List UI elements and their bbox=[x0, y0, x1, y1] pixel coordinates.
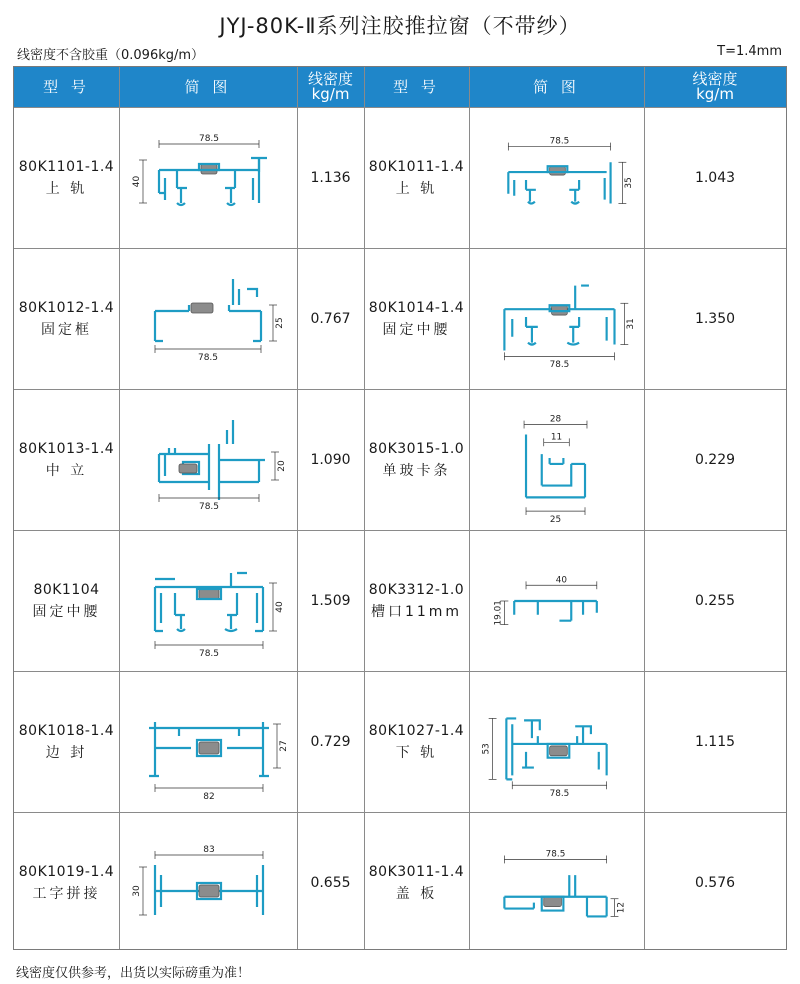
right-model-cell bbox=[364, 107, 469, 248]
model-name: 中 立 bbox=[45, 462, 88, 479]
profile-diagram bbox=[119, 813, 297, 953]
dimension-label: 40 bbox=[132, 175, 142, 187]
profile-outline bbox=[526, 179, 536, 203]
dimension-label: 78.5 bbox=[198, 133, 220, 144]
density-note: 线密度不含胶重（0.096kg/m） bbox=[17, 48, 205, 63]
profile-diagram bbox=[469, 108, 644, 248]
dimension-label: 53 bbox=[481, 742, 492, 754]
model-code: 80K1012-1.4 bbox=[18, 299, 115, 316]
model-code: 80K1019-1.4 bbox=[18, 863, 115, 880]
dimension-label: 78.5 bbox=[198, 501, 220, 512]
header-model-right: 型 号 bbox=[364, 67, 469, 107]
model-name: 固定中腰 bbox=[32, 603, 101, 620]
dimension-label: 27 bbox=[279, 739, 289, 752]
right-density-cell: 0.229 bbox=[694, 451, 736, 468]
profile-outline bbox=[575, 285, 589, 309]
model-code: 80K1101-1.4 bbox=[18, 158, 115, 175]
model-name: 槽口11mm bbox=[370, 603, 463, 620]
header-density-unit: kg/m bbox=[696, 85, 734, 103]
left-model-cell bbox=[14, 812, 119, 953]
profile-diagram bbox=[469, 531, 644, 671]
model-name: 边 封 bbox=[45, 744, 88, 761]
dimension-label: 12 bbox=[616, 901, 627, 913]
header-density-label: 线密度 bbox=[692, 70, 738, 88]
profile-diagram bbox=[119, 531, 297, 671]
dimension-label: 78.5 bbox=[549, 359, 570, 370]
model-code: 80K1018-1.4 bbox=[18, 722, 115, 739]
profile-outline bbox=[175, 593, 185, 631]
profile-outline bbox=[526, 431, 585, 497]
header-density-label: 线密度 bbox=[307, 70, 353, 88]
right-diagram-cell bbox=[469, 812, 644, 953]
dimension-label: 40 bbox=[275, 600, 285, 613]
header-diagram-left: 简 图 bbox=[119, 67, 297, 107]
profile-diagram bbox=[119, 108, 297, 248]
model-code: 80K3011-1.4 bbox=[368, 863, 465, 880]
glue-strip bbox=[199, 589, 219, 599]
model-name: 工字拼接 bbox=[32, 885, 101, 902]
glue-strip bbox=[199, 742, 219, 754]
profile-outline bbox=[514, 601, 597, 621]
profile-diagram bbox=[119, 390, 297, 530]
right-diagram-cell bbox=[469, 248, 644, 389]
right-diagram-cell bbox=[469, 389, 644, 530]
header-diagram-right: 简 图 bbox=[469, 67, 644, 107]
dimension-label: 78.5 bbox=[197, 352, 219, 363]
glue-strip bbox=[550, 745, 568, 755]
profile-diagram bbox=[119, 672, 297, 812]
right-model-cell bbox=[364, 389, 469, 530]
profile-outline bbox=[526, 317, 538, 345]
profile-outline bbox=[239, 289, 257, 305]
right-diagram-cell bbox=[469, 530, 644, 671]
dimension-label: 78.5 bbox=[549, 788, 570, 799]
model-code: 80K3312-1.0 bbox=[368, 581, 465, 598]
left-diagram-cell bbox=[119, 248, 297, 389]
right-model-cell bbox=[364, 671, 469, 812]
left-model-cell bbox=[14, 671, 119, 812]
left-diagram-cell bbox=[119, 812, 297, 953]
left-density-cell: 1.136 bbox=[310, 169, 351, 186]
model-code: 80K1027-1.4 bbox=[368, 722, 465, 739]
right-density-cell: 1.043 bbox=[694, 169, 736, 186]
right-density-cell: 0.255 bbox=[694, 592, 736, 609]
header-model-left: 型 号 bbox=[14, 67, 119, 107]
model-name: 固定框 bbox=[41, 321, 92, 338]
dimension-label: 40 bbox=[555, 574, 568, 585]
left-model-cell bbox=[14, 248, 119, 389]
profile-outline bbox=[159, 420, 265, 500]
model-code: 80K1104 bbox=[33, 581, 100, 598]
dimension-label: 30 bbox=[132, 884, 142, 897]
model-name: 盖 板 bbox=[395, 885, 438, 902]
left-density-cell: 0.655 bbox=[310, 874, 351, 891]
model-code: 80K1011-1.4 bbox=[368, 158, 465, 175]
right-model-cell bbox=[364, 812, 469, 953]
left-model-cell bbox=[14, 389, 119, 530]
left-density-cell: 0.729 bbox=[310, 733, 351, 750]
profile-diagram bbox=[119, 249, 297, 389]
right-diagram-cell bbox=[469, 107, 644, 248]
model-name: 单玻卡条 bbox=[382, 462, 451, 479]
right-density-cell: 1.115 bbox=[694, 733, 736, 750]
glue-strip bbox=[550, 166, 566, 175]
dimension-label: 20 bbox=[277, 459, 287, 472]
profile-outline bbox=[155, 573, 247, 587]
profile-outline bbox=[567, 317, 579, 345]
model-name: 上 轨 bbox=[395, 180, 438, 197]
glue-strip bbox=[179, 464, 197, 473]
profile-diagram bbox=[469, 813, 644, 953]
profile-outline bbox=[179, 728, 239, 736]
dimension-label: 31 bbox=[626, 317, 637, 330]
profile-table bbox=[13, 66, 787, 950]
dimension-label: 82 bbox=[203, 791, 215, 802]
model-code: 80K3015-1.0 bbox=[368, 440, 465, 457]
left-diagram-cell bbox=[119, 107, 297, 248]
left-model-cell bbox=[14, 530, 119, 671]
model-name: 下 轨 bbox=[395, 744, 438, 761]
profile-outline bbox=[225, 593, 237, 631]
dimension-label: 78.5 bbox=[545, 848, 566, 859]
profile-outline bbox=[177, 170, 187, 205]
dimension-label: 11 bbox=[550, 431, 563, 442]
right-density-cell: 1.350 bbox=[694, 310, 736, 327]
model-code: 80K1014-1.4 bbox=[368, 299, 465, 316]
dimension-label: 19.01 bbox=[493, 599, 504, 625]
left-diagram-cell bbox=[119, 389, 297, 530]
dimension-label: 78.5 bbox=[198, 648, 220, 659]
left-model-cell bbox=[14, 107, 119, 248]
dimension-label: 25 bbox=[275, 316, 285, 329]
header-density-right bbox=[644, 67, 786, 107]
model-name: 固定中腰 bbox=[382, 321, 451, 338]
right-model-cell bbox=[364, 248, 469, 389]
left-density-cell: 1.509 bbox=[310, 592, 351, 609]
dimension-label: 78.5 bbox=[549, 136, 570, 147]
thickness-note: T=1.4mm bbox=[717, 44, 782, 59]
profile-diagram bbox=[469, 672, 644, 812]
left-diagram-cell bbox=[119, 671, 297, 812]
profile-outline bbox=[550, 458, 564, 464]
left-diagram-cell bbox=[119, 530, 297, 671]
left-density-cell: 0.767 bbox=[310, 310, 351, 327]
glue-strip bbox=[544, 896, 562, 906]
profile-diagram bbox=[469, 249, 644, 389]
header-density-unit: kg/m bbox=[311, 85, 350, 103]
header-density-left bbox=[297, 67, 364, 107]
dimension-label: 28 bbox=[549, 414, 562, 425]
footer-note: 线密度仅供参考，出货以实际磅重为准！ bbox=[16, 966, 251, 981]
dimension-label: 35 bbox=[624, 176, 635, 189]
model-name: 上 轨 bbox=[45, 180, 88, 197]
left-density-cell: 1.090 bbox=[310, 451, 351, 468]
page-title: JYJ-80K-Ⅱ系列注胶推拉窗（不带纱） bbox=[219, 14, 581, 38]
glue-strip bbox=[191, 303, 213, 313]
model-code: 80K1013-1.4 bbox=[18, 440, 115, 457]
right-diagram-cell bbox=[469, 671, 644, 812]
dimension-label: 83 bbox=[203, 844, 215, 855]
profile-diagram bbox=[469, 390, 644, 530]
profile-outline bbox=[225, 170, 235, 205]
profile-outline bbox=[569, 179, 579, 203]
right-density-cell: 0.576 bbox=[694, 874, 736, 891]
glue-strip bbox=[199, 885, 219, 897]
dimension-label: 25 bbox=[549, 514, 562, 525]
right-model-cell bbox=[364, 530, 469, 671]
